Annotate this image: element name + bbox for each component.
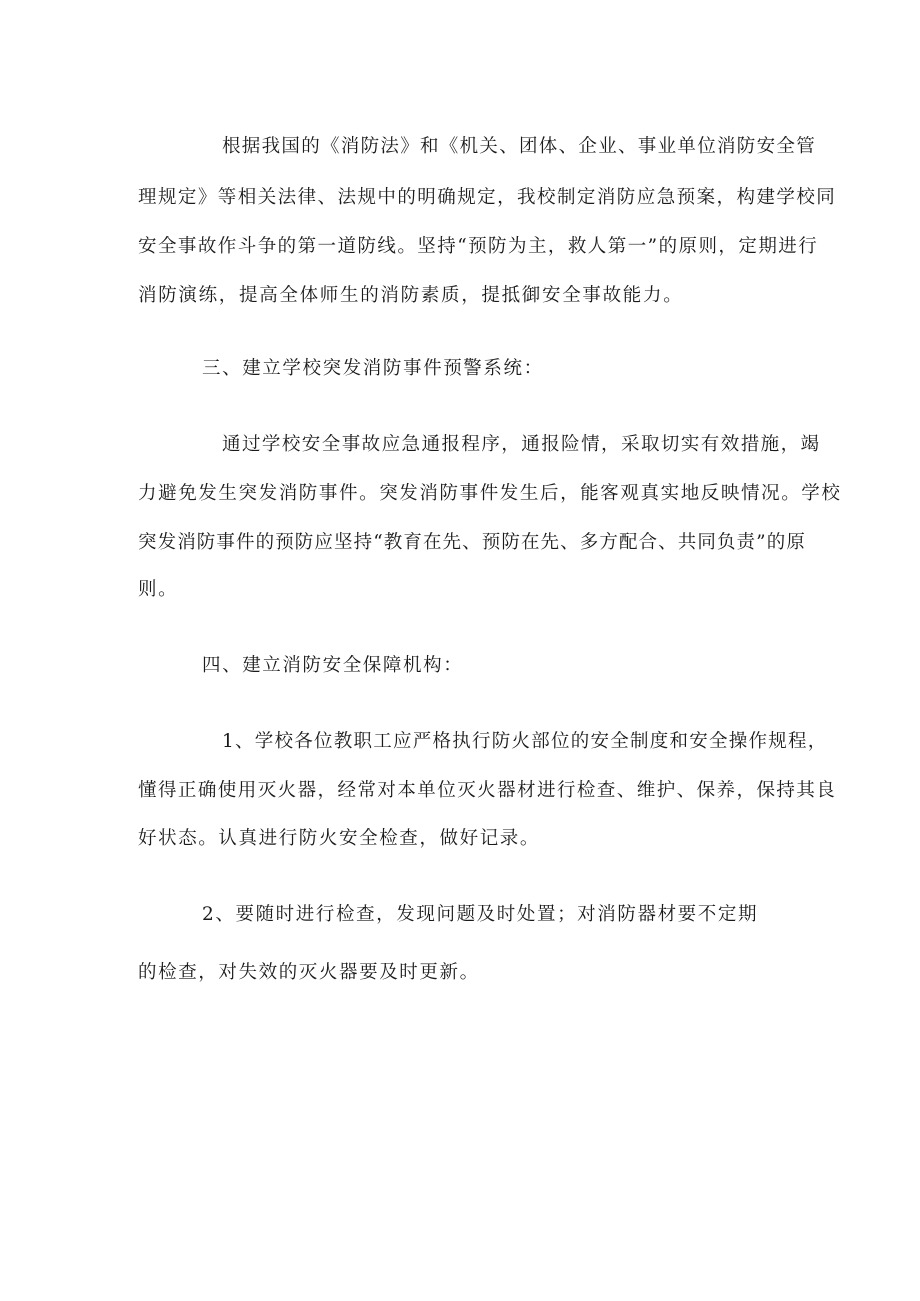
section3-line-2: 力避免发生突发消防事件。突发消防事件发生后，能客观真实地反映情况。学校 <box>138 483 842 504</box>
item1-line-1: 1、学校各位教职工应严格执行防火部位的安全制度和安全操作规程， <box>222 731 828 752</box>
paragraph1-line-1: 根据我国的《消防法》和《机关、团体、企业、事业单位消防安全管 <box>222 136 817 157</box>
item2-line-2: 的检查，对失效的灭火器要及时更新。 <box>138 962 480 983</box>
paragraph1-line-2: 理规定》等相关法律、法规中的明确规定，我校制定消防应急预案，构建学校同 <box>138 187 837 208</box>
item1-line-2: 懂得正确使用灭火器，经常对本单位灭火器材进行检查、维护、保养，保持其良 <box>138 780 837 801</box>
section3-heading: 三、建立学校突发消防事件预警系统： <box>202 358 544 379</box>
section3-line-1: 通过学校安全事故应急通报程序，通报险情，采取切实有效措施，竭 <box>222 434 821 455</box>
section3-line-4: 则。 <box>138 579 179 600</box>
section3-line-3: 突发消防事件的预防应坚持“教育在先、预防在先、多方配合、共同负责”的原 <box>138 532 806 553</box>
section4-heading: 四、建立消防安全保障机构： <box>202 655 464 676</box>
paragraph1-line-3: 安全事故作斗争的第一道防线。坚持“预防为主，救人第一”的原则，定期进行 <box>138 236 819 257</box>
item2-line-1: 2、要随时进行检查，发现问题及时处置；对消防器材要不定期 <box>202 904 759 925</box>
item1-line-3: 好状态。认真进行防火安全检查，做好记录。 <box>138 828 541 849</box>
paragraph1-line-4: 消防演练，提高全体师生的消防素质，提抵御安全事故能力。 <box>138 285 684 306</box>
